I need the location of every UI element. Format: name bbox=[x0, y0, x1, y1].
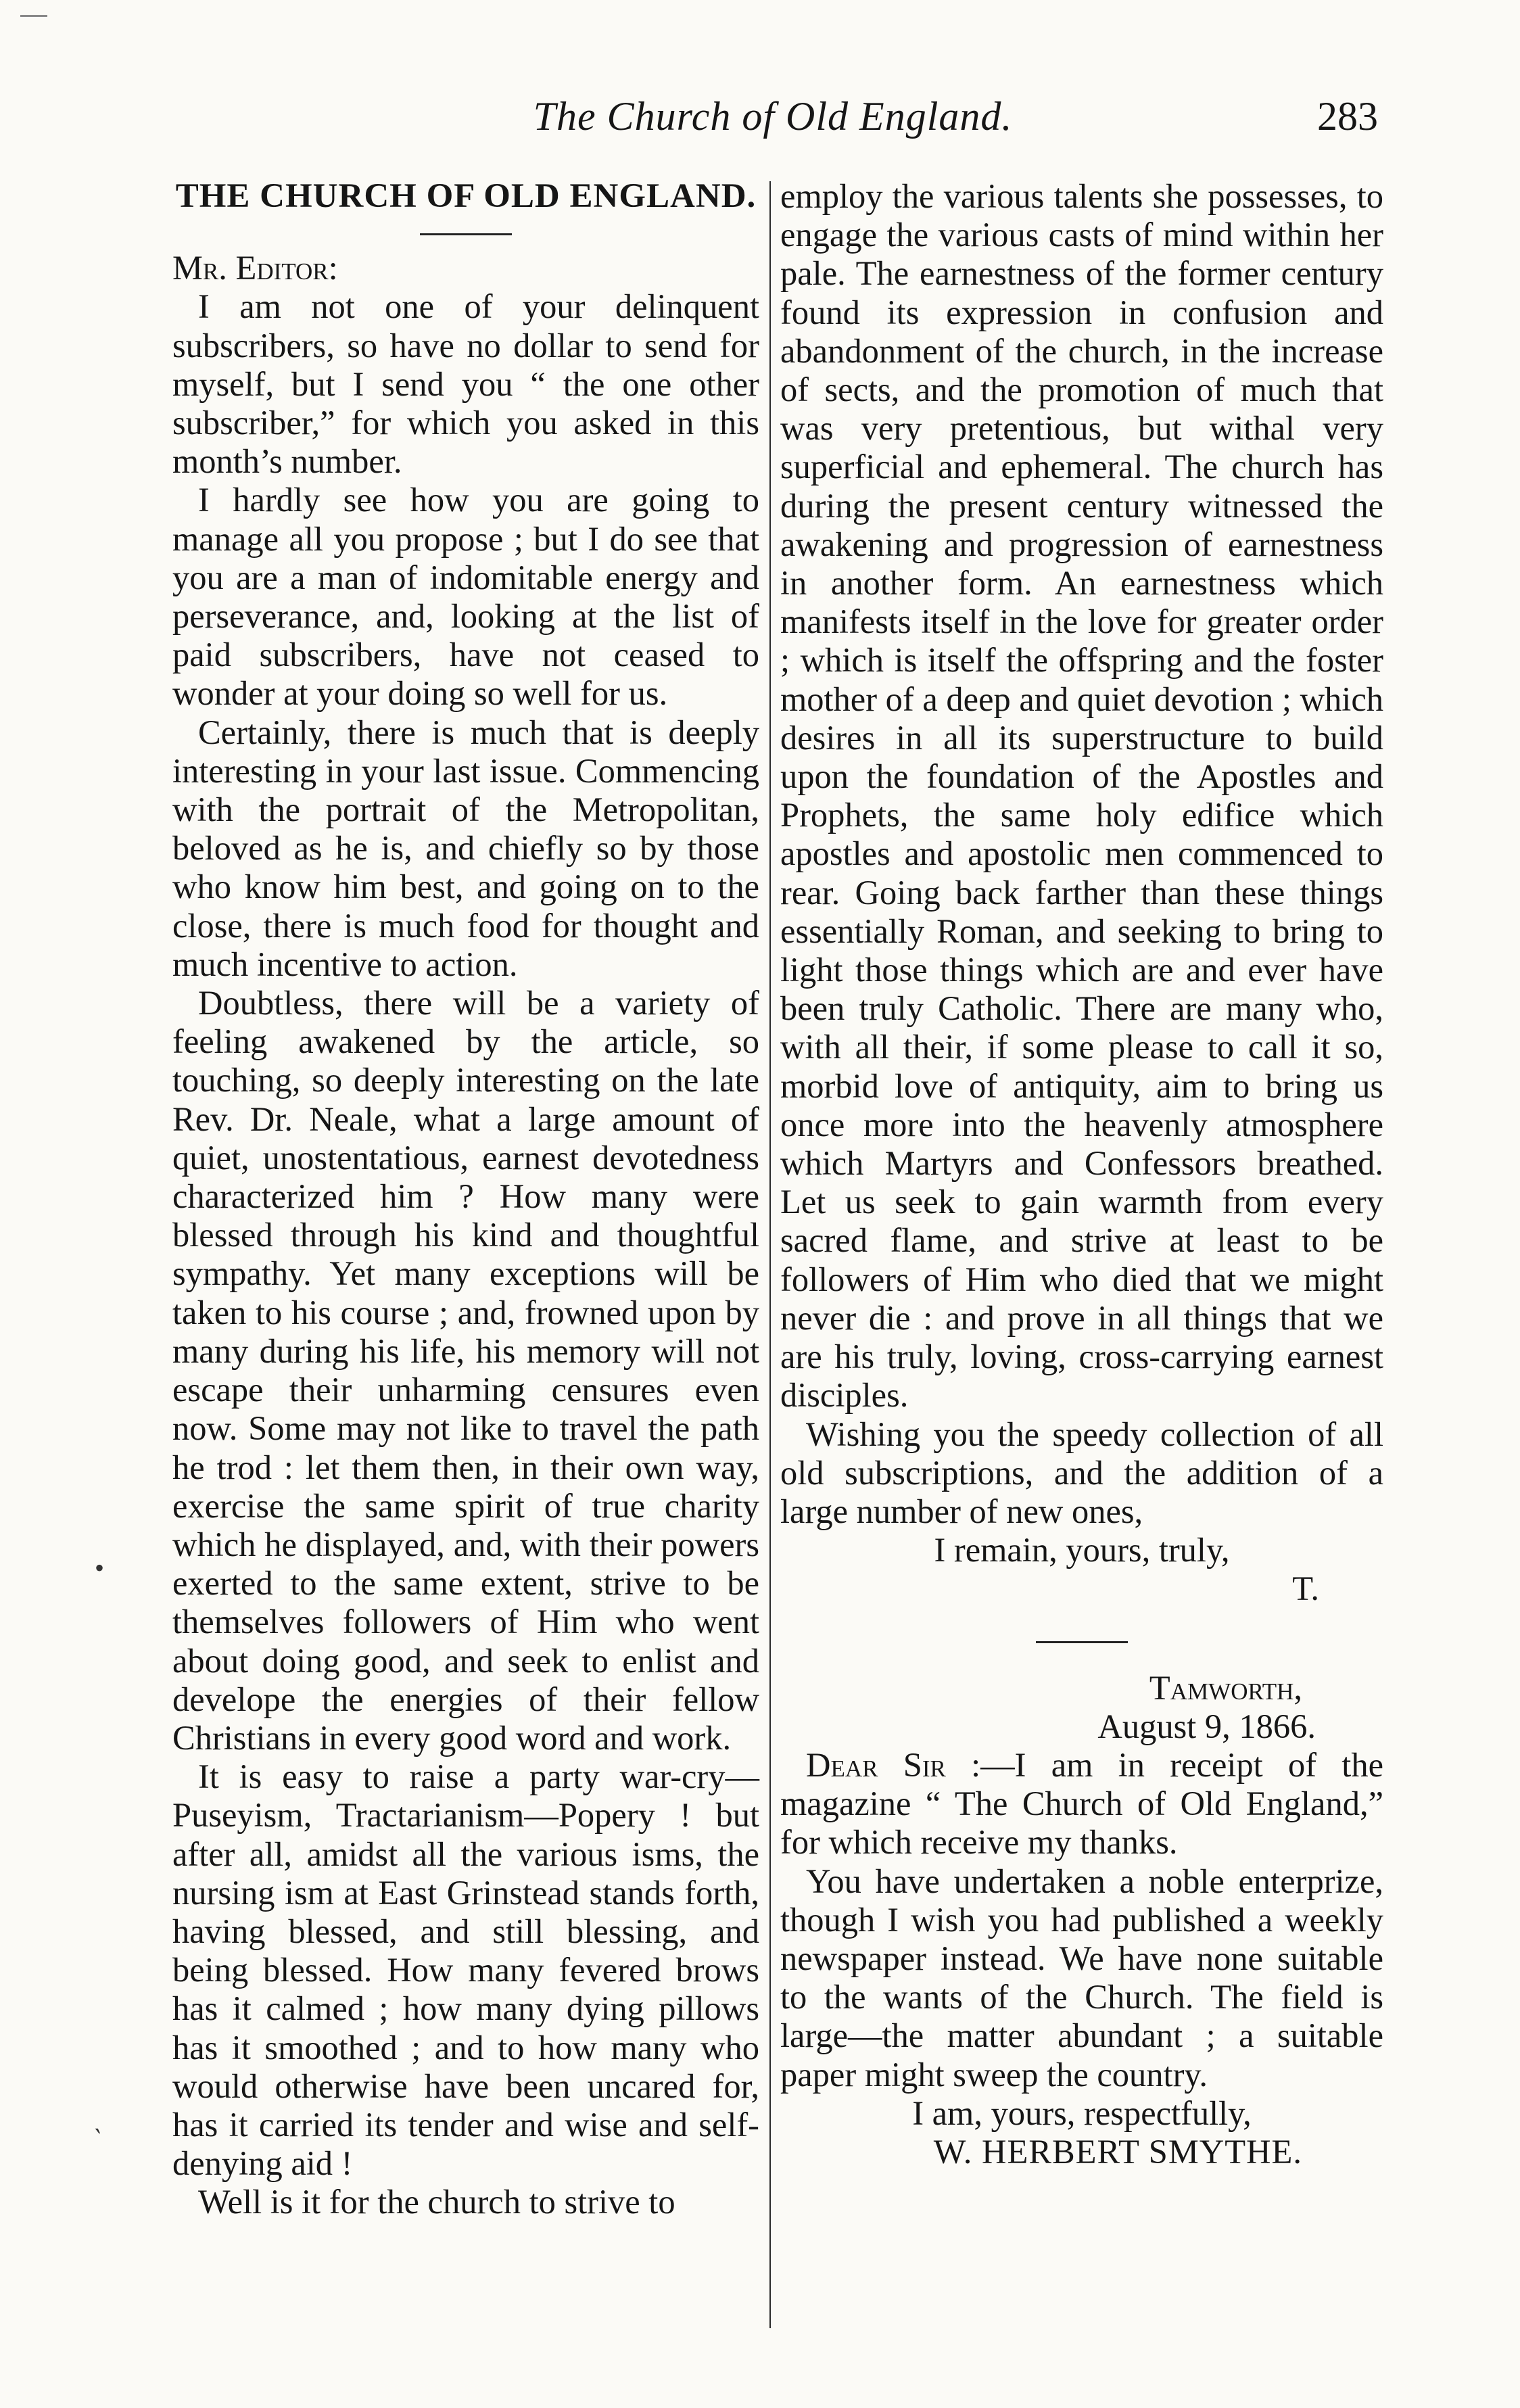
page-number: 283 bbox=[1317, 94, 1378, 139]
page-edge-mark bbox=[20, 15, 47, 17]
page-header bbox=[168, 93, 1378, 147]
paragraph: I am not one of your delinquent subscribers, so have no dollar to send for myself, but I send you “ the one other subscriber,” for which you asked in this month’s number. bbox=[172, 287, 759, 481]
article-title: THE CHURCH OF OLD ENGLAND. bbox=[175, 177, 757, 215]
paragraph bbox=[780, 1746, 1383, 1862]
paragraph: Wishing you the speedy collection of all old subscriptions, and the addition of a large number of new ones, bbox=[780, 1415, 1383, 1530]
letter-closing: I remain, yours, truly, bbox=[934, 1531, 1230, 1569]
paragraph-text: —I am in receipt of the magazine “ The Church of Old England,” for which receive my thanks. bbox=[780, 1745, 1383, 1862]
running-title: The Church of Old England. bbox=[533, 94, 1013, 139]
second-signature: W. HERBERT SMYTHE. bbox=[933, 2132, 1302, 2171]
paragraph: It is easy to raise a party war-cry—Puseyism, Tractarianism—Popery ! but after all, amidst all the various isms, the nursing ism at East Grinstead stands forth, having blessed, and still blessing, and being blessed. How many fevered brows has it calmed ; how many dying pillows has it smoothed ; and to how many who would otherwise have been uncared for, has it carried its tender and wise and self-denying aid ! bbox=[172, 1757, 759, 2183]
left-column bbox=[172, 177, 759, 2222]
paragraph: employ the various talents she possesses, to engage the various casts of mind within her pale. The earnestness of the former century found its expression in confusion and abandonment of the church, in the increase of sects, and the promotion of much that was very pretentious, but withal very superficial and ephemeral. The church has during the present century witnessed the awakening and progression of earnestness in another form. An earnestness which manifests itself in the love for greater order ; which is itself the offspring and the foster mother of a deep and quiet devotion ; which desires in all its superstructure to build upon the foundation of the Apostles and Prophets, the same holy edifice which apostles and apostolic men commenced to rear. Going back farther than these things essentially Roman, and seeking to bring to light those things which are and ever have been truly Catholic. There are many who, with all their, if some please to call it so, morbid love of antiquity, aim to bring us once more into the heavenly atmosphere which Martyrs and Confessors breathed. Let us seek to gain warmth from every sacred flame, and strive at least to be followers of Him who died that we might never die : and prove in all things that we are his truly, loving, cross-carrying earnest disciples. bbox=[780, 177, 1383, 1415]
letter-date: August 9, 1866. bbox=[1097, 1707, 1316, 1745]
paragraph: I hardly see how you are going to manage all you propose ; but I do see that you are a man of indomitable energy and perseverance, and, looking at the list of paid subscribers, have not ceased to wonder at your doing so well for us. bbox=[172, 481, 759, 713]
paragraph: Certainly, there is much that is deeply interesting in your last issue. Commencing with the portrait of the Metropolitan, beloved as he is, and chiefly so by those who know him best, and going on to the close, there is much food for thought and much incentive to action. bbox=[172, 713, 759, 983]
paragraph: You have undertaken a noble enterprize, though I wish you had published a weekly newspaper instead. We have none suitable to the wants of the Church. The field is large—the matter abundant ; a suitable paper might sweep the country. bbox=[780, 1862, 1383, 2094]
salutation: Mr. Editor: bbox=[172, 249, 338, 287]
letter-rule bbox=[1036, 1641, 1128, 1643]
letter-place: Tamworth, bbox=[1149, 1668, 1302, 1707]
column-divider bbox=[769, 181, 771, 2328]
letter-signature: T. bbox=[1292, 1569, 1319, 1608]
second-closing: I am, yours, respectfully, bbox=[912, 2094, 1252, 2132]
second-salutation: Dear Sir : bbox=[806, 1745, 981, 1784]
paragraph: Well is it for the church to strive to bbox=[198, 2183, 675, 2221]
margin-dot: ‵ bbox=[95, 2124, 101, 2154]
right-column bbox=[780, 177, 1383, 2171]
title-rule bbox=[420, 233, 512, 235]
paragraph: Doubtless, there will be a variety of feeling awakened by the article, so touching, so deeply interesting on the late Rev. Dr. Neale, what a large amount of quiet, unostentatious, earnest devotedness characterized him ? How many were blessed through his kind and thoughtful sympathy. Yet many exceptions will be taken to his course ; and, frowned upon by many during his life, his memory will not escape their unharming censures even now. Some may not like to travel the path he trod : let them then, in their own way, exercise the same spirit of true charity which he displayed, and, with their powers exerted to the same extent, strive to be themselves followers of Him who went about doing good, and seek to enlist and develope the energies of their fellow Christians in every good word and work. bbox=[172, 984, 759, 1757]
margin-dot: • bbox=[95, 1553, 105, 1583]
